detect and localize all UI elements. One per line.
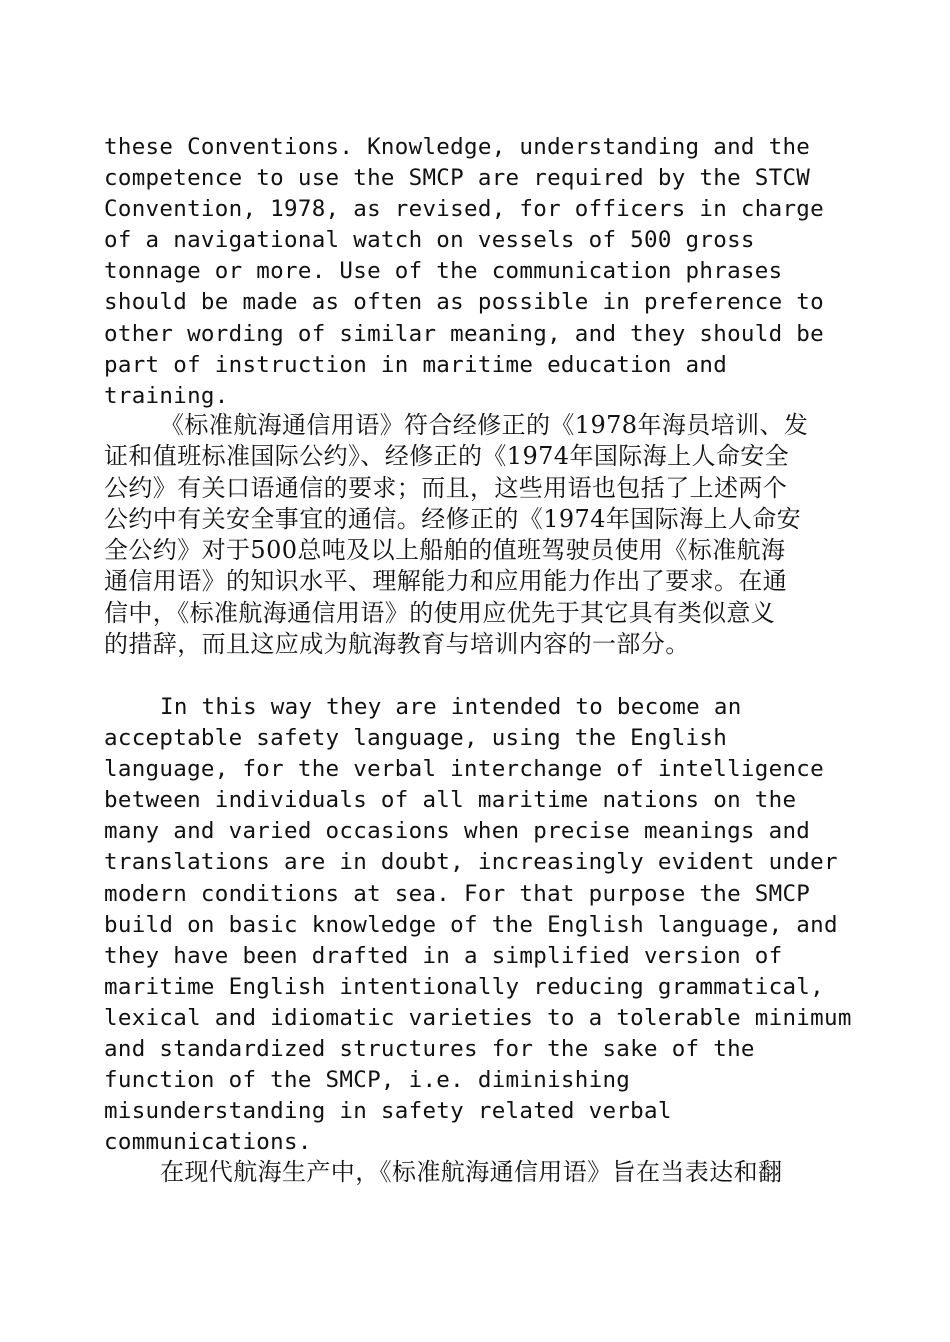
english-paragraph-stcw-requirements: these Conventions. Knowledge, understanding and the competence to use the SMCP are required by the STCW Convention, 1978, as revised, for officers in charge of a navigational watch on vessels of 500 gross tonnage or more. Use of the communication phrases should be made as often as possible in preference to other wording of similar meaning, and they should be part of instruction in maritime education and training. xyxy=(104,134,824,409)
english-paragraph-safety-language: In this way they are intended to become an acceptable safety language, using the English language, for the verbal interchange of intelligence between individuals of all maritime nations on the many and varied occasions when precise meanings and translations are in doubt, increasingly evident under modern conditions at sea. For that purpose the SMCP build on basic knowledge of the English language, and they have been drafted in a simplified version of maritime English intentionally reducing grammatical, lexical and idiomatic varieties to a tolerable minimum and standardized structures for the sake of the function of the SMCP, i.e. diminishing misunderstanding in safety related verbal communications. xyxy=(104,694,852,1156)
chinese-paragraph-stcw-requirements: 《标准航海通信用语》符合经修正的《1978年海员培训、发 证和值班标准国际公约》、经修正的《1974年国际海上人命安全 公约》有关口语通信的要求；而且，这些用语也包括了上述两个 公约中有关安全事宜的通信。经修正的《1974年国际海上人命安 全公约》对于500总吨及以上船舶的值班驾驶员使用《标准航海 通信用语》的知识水平、理解能力和应用能力作出了要求。在通 信中，《标准航海通信用语》的使用应优先于其它具有类似意义 的措辞，而且这应成为航海教育与培训内容的一部分。 xyxy=(104,411,809,659)
chinese-paragraph-modern-navigation: 在现代航海生产中，《标准航海通信用语》旨在当表达和翻 xyxy=(160,1158,783,1186)
